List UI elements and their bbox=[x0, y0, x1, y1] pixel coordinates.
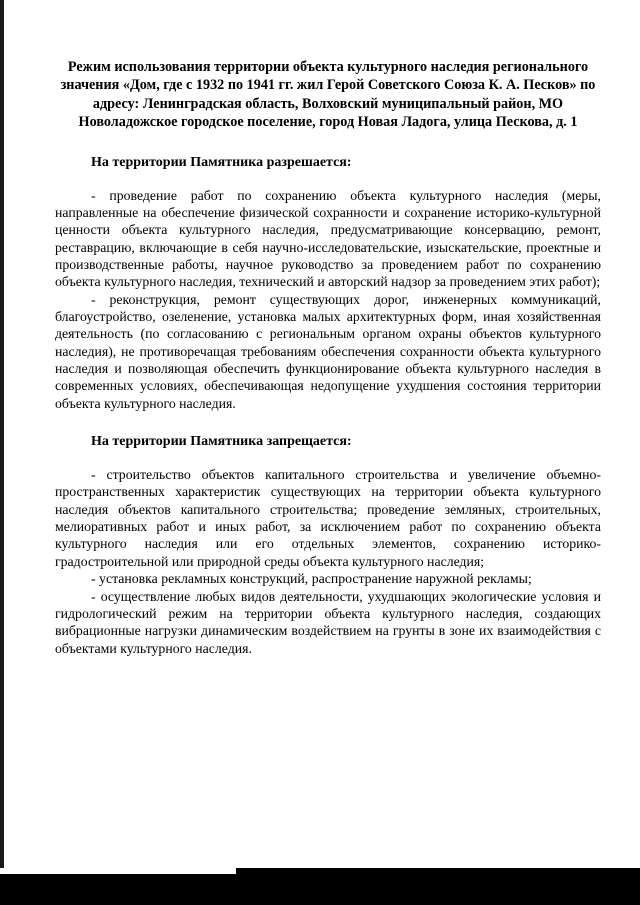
allowed-heading: На территории Памятника разрешается: bbox=[91, 154, 352, 170]
prohibited-item: - осуществление любых видов деятельности, ухудшающих экологические условия и гидрологический режим на территории объекта культурного наследия, создающих вибрационные нагрузки динамическим воздействием на грунты в зоне их взаимодействия с объектами культурного наследия. bbox=[55, 588, 601, 656]
allowed-item: - реконструкция, ремонт существующих дорог, инженерных коммуникаций, благоустройство, озеленение, установка малых архитектурных форм, иная хозяйственная деятельность (по согласованию с региональным органом охраны объектов культурного наследия), не противоречащая требованиям обеспечения сохранности объекта культурного наследия и позволяющая обеспечить функционирование объекта культурного наследия в современных условиях, обеспечивающая недопущение ухудшения состояния территории объекта культурного наследия. bbox=[55, 291, 601, 411]
document-body bbox=[55, 58, 601, 657]
allowed-item: - проведение работ по сохранению объекта культурного наследия (меры, направленные на обеспечение физической сохранности и сохранение историко-культурной ценности объекта культурного наследия, предусматривающие консервацию, ремонт, реставрацию, включающие в себя научно-исследовательские, изыскательские, проектные и производственные работы, научное руководство за проведением работ по сохранению объекта культурного наследия, технический и авторский надзор за проведением этих работ); bbox=[55, 187, 601, 290]
section-spacer bbox=[55, 412, 601, 433]
document-title: Режим использования территории объекта культурного наследия регионального значения «Дом, где с 1932 по 1941 гг. жил Герой Советского Союза К. А. Песков» по адресу: Ленинградская область, Волховский муниципальный район, МО Новоладожское городское поселение, город Новая Ладога, улица Пескова, д. 1 bbox=[60, 59, 596, 131]
scan-edge bbox=[0, 0, 4, 868]
prohibited-heading: На территории Памятника запрещается: bbox=[91, 434, 352, 450]
scan-border-notch bbox=[0, 868, 236, 874]
prohibited-item: - установка рекламных конструкций, распространение наружной рекламы; bbox=[91, 571, 532, 587]
scan-bottom-border bbox=[0, 868, 640, 905]
prohibited-item: - строительство объектов капитального строительства и увеличение объемно-пространственных характеристик существующих на территории объекта культурного наследия объектов капитального строительства; проведение земляных, строительных, мелиоративных работ и иных работ, за исключением работ по сохранению объекта культурного наследия или его отдельных элементов, сохранению историко-градостроительной или природной среды объекта культурного наследия; bbox=[55, 467, 601, 569]
